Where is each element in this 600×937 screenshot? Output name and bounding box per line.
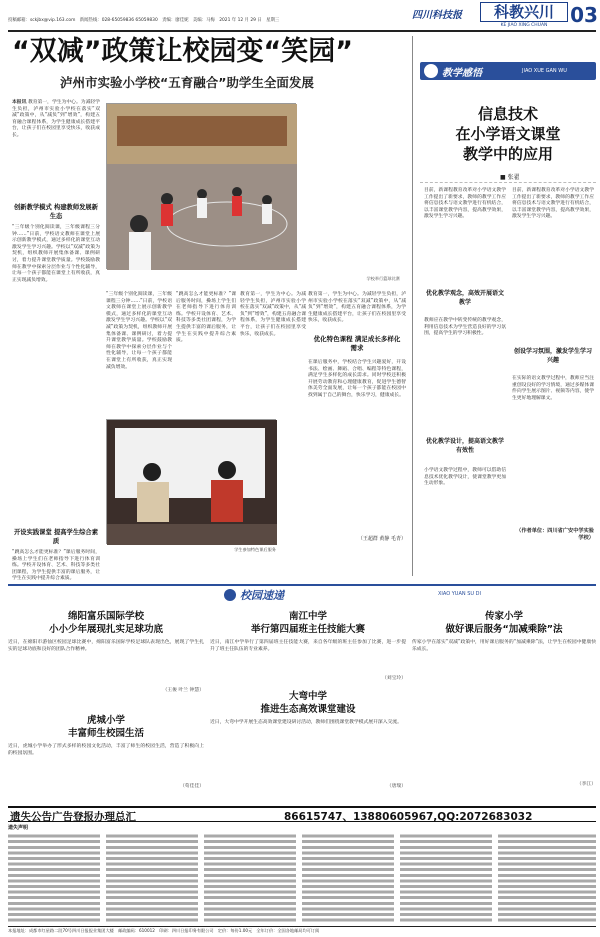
campus-story-byline: （王俊 叶兰 钟慧） [162, 688, 204, 693]
campus-story-title: 绵阳富乐国际学校 [67, 611, 144, 622]
campus-story-byline: （苟佳佳） [180, 784, 204, 789]
lead-section3-title: 优化特色课程 满足成长多样化需求 [313, 335, 401, 352]
column-title-line2: 在小学语文课堂 [455, 125, 561, 143]
lead-col4-text: 教育第一，学生为中心。为减轻学生负担，泸州市实验小学校在落实“双减”政策中，从“减负”到“增效”，构建五育融合课程体系，为学生健康成长搭建平台，让孩子们在校园里享受快乐，收获成长。 [240, 292, 306, 337]
campus-story-title: 传家小学 [484, 611, 523, 622]
lead-photo1-caption: 学校举行篮球比赛 [366, 276, 400, 281]
campus-story-1 [8, 610, 204, 705]
lead-col3-text: “跳高怎么才能更标准？”课后服务时间，操场上学生们在老师指导下进行体育训练。学校开设体育、艺术、科技等多类社团课程，为学生提供丰富的课后服务，让学生在实践中提升综合素质。 [176, 292, 236, 344]
campus-banner-icon [224, 589, 236, 601]
ad-phone: 86615747、13880605967,QQ:2072683032 [284, 811, 533, 823]
lead-section2-title: 开设实践课堂 提高学生综合素质 [13, 529, 99, 545]
lead-section3-text: 在课后服务中，学校结合学生兴趣爱好，开设书法、绘画、舞蹈、合唱、编程等特色课程，满足学生多样化的成长需求。同时学校还积极开展劳动教育和心理健康教育，促进学生德智体美劳全面发展，让每一个孩子都能在校园中找到属于自己的舞台，快乐学习，健康成长。 [308, 360, 406, 398]
campus-story-4 [210, 690, 406, 800]
classifieds-col-2 [106, 832, 198, 924]
footer-text: 本报地址：成都市红星路二段70号四川日报报业集团大楼 邮政编码：610012 印刷：四川日报印务有限公司 定价：每份1.00元 全年订价：全国各地邮局均可订阅 [8, 928, 320, 933]
campus-story-byline: （唐瑞） [386, 784, 406, 789]
lead-intro-text: 教育第一，学生为中心。为减轻学生负担，泸州市实验小学校在落实“双减”政策中，从“减负”到“增效”，构建五育融合课程体系，为学生健康成长搭建平台，让孩子们在校园里享受快乐，收获成长。 [12, 100, 100, 138]
column-author-unit: （作者单位：四川省广安中学实验学校） [516, 528, 594, 541]
campus-story-subtitle: 小小少年展现扎实足球功底 [48, 624, 163, 635]
lead-section2-text: “跳高怎么才能更标准？”课后服务时间，操场上学生们在老师指导下进行体育训练。学校开设体育、艺术、科技等多类社团课程，为学生提供丰富的课后服务，让学生在实践中提升综合素质。 [12, 550, 100, 582]
lead-intro-label: 本报讯 [12, 100, 27, 105]
ad-bar [8, 806, 596, 822]
lead-photo-students [106, 419, 276, 544]
classifieds-col-4 [302, 832, 394, 924]
campus-story-title: 虎城小学 [86, 715, 125, 726]
classifieds-col-1 [8, 832, 100, 924]
campus-story-2 [8, 714, 204, 804]
masthead-contact-bar [8, 18, 408, 26]
section-pinyin: KE JIAO XING CHUAN [500, 23, 548, 28]
campus-story-text: 近日，在绵阳市游仙区校园足球比赛中，绵阳富乐国际学校足球队表现出色，展现了学生扎实的足球功底和良好的团队合作精神。 [8, 640, 204, 652]
campus-story-text: 近日，虎城小学举办了形式多样的校园文化活动，丰富了师生的校园生活，营造了积极向上的校园氛围。 [8, 744, 204, 756]
masthead-contact-info: 投稿邮箱：sckjbx@vip.163.com 新闻热线：028-65059836 65059830 责编：廖佳妮 美编：马梅 2021 年 12 月 29 日 星期三 [8, 18, 280, 23]
column-sub1-text: 教师应在教学中转变传统的教学观念，利用信息技术为学生营造良好的学习氛围，提高学生的学习积极性。 [424, 318, 506, 337]
lead-byline: （王超群 黄静 毛青） [357, 536, 406, 542]
campus-banner-pinyin: XIAO YUAN SU DI [438, 591, 481, 597]
ad-title: 遗失公告广告登报办理总汇 [10, 811, 136, 823]
column-separator [412, 36, 413, 576]
paper-name: 四川科技报 [412, 10, 462, 21]
lead-headline: “双减”政策让校园变“笑园” [12, 36, 353, 67]
classifieds-block [8, 824, 596, 924]
column-tag-banner [420, 62, 596, 80]
campus-story-subtitle: 推进生态高效课堂建设 [260, 704, 356, 715]
section-title: 科教兴川 [480, 2, 568, 22]
lead-intro [12, 100, 100, 196]
campus-story-byline: （李江） [576, 782, 596, 787]
column-title-rule [420, 182, 596, 183]
column-intro: 目前，新课程教育改革对小学语文教学工作提出了新要求，教师的教学工作应将信息技术与语文教学进行有机结合，以丰富课堂教学内容，提高教学效果，激发学生学习兴趣。 [424, 188, 506, 220]
campus-story-3 [210, 610, 406, 690]
column-title-block [420, 104, 596, 164]
lead-photo-basketball [106, 103, 296, 269]
students-scene-illustration [107, 420, 277, 545]
lead-col5-text: 教育第一，学生为中心。为减轻学生负担，泸州市实验小学校在落实“双减”政策中，从“减负”到“增效”，构建五育融合课程体系，为学生健康成长搭建平台，让孩子们在校园里享受快乐，收获成长。 [308, 292, 406, 324]
column-title-line1: 信息技术 [477, 105, 538, 123]
campus-story-byline: （刘宝玲） [382, 676, 406, 681]
lead-photo2-caption: 学生参加特色课后服务 [234, 547, 276, 552]
campus-story-subtitle: 丰富师生校园生活 [67, 728, 144, 739]
campus-story-text: 近日，大弯中学开展生态高效课堂建设研讨活动，教师们围绕课堂教学模式展开深入交流。 [210, 720, 402, 725]
campus-story-subtitle: 做好课后服务“加减乘除”法 [445, 624, 563, 635]
campus-story-text: 传家小学在落实“双减”政策中，用好课后服务的“加减乘除”法，让学生在校园中健康快乐成长。 [412, 640, 596, 652]
basketball-scene-illustration [107, 104, 297, 270]
column-title-line3: 教学中的应用 [462, 145, 553, 163]
page-number: 03 [570, 3, 598, 27]
classifieds-col-6 [498, 832, 596, 924]
column-sub2-text: 小学语文教学过程中，教师可以借助信息技术优化教学设计，使课堂教学更加生动形象。 [424, 468, 506, 487]
masthead-rule [8, 30, 596, 32]
campus-banner [8, 584, 596, 602]
lead-col2-text: “三年级个别化阅读课，三年级课程三分钟……”日前，学校语文教师在课堂上展示创新教学模式，通过多样化的课堂互动激发学生学习兴趣。学校以“双减”政策为契机，组织教师开展集体备课、课例研讨，着力提升课堂教学质量。学校鼓励教师在教学中探索分层作业与个性化辅导，让每一个孩子都能在课堂上有所收获，真正实现减负增效。 [106, 292, 172, 370]
column-sub2: 优化教学设计，提高语文教学有效性 [425, 438, 504, 454]
classifieds-col-3 [204, 832, 296, 924]
campus-story-5 [412, 610, 596, 800]
campus-story-title: 大弯中学 [288, 691, 327, 702]
campus-story-subtitle: 举行第四届班主任技能大赛 [250, 624, 365, 635]
column-sub3-text: 在实际的语文教学过程中，教师应当注重创设良好的学习情境，通过多媒体课件向学生展示图片、视频等内容，使学生更好地理解课文。 [512, 376, 594, 401]
footer-rule [8, 926, 596, 927]
campus-story-title: 南江中学 [288, 611, 327, 622]
column-author: ■ 张翟 [500, 174, 520, 181]
lead-subheadline: 泸州市实验小学校“五育融合”助学生全面发展 [60, 75, 314, 90]
classifieds-col-5 [400, 832, 492, 924]
column-col2-text: 目前，新课程教育改革对小学语文教学工作提出了新要求，教师的教学工作应将信息技术与语文教学进行有机结合，以丰富课堂教学内容，提高教学效果，激发学生学习兴趣。 [512, 188, 594, 220]
column-tag: 教学感悟 [442, 68, 482, 79]
lead-section1-text: “三年级个别化阅读课，三年级课程三分钟……”日前，学校语文教师在课堂上展示创新教学模式，通过多样化的课堂互动激发学生学习兴趣。学校以“双减”政策为契机，组织教师开展集体备课、课例研讨，着力提升课堂教学质量。学校鼓励教师在教学中探索分层作业与个性化辅导，让每一个孩子都能在课堂上有所收获，真正实现减负增效。 [12, 225, 100, 283]
classifieds-label: 遗失声明 [8, 825, 29, 831]
campus-story-text: 近日，南江中学举行了第四届班主任技能大赛，来自各年级的班主任参加了比赛，进一步提升了班主任队伍的专业素养。 [210, 640, 406, 652]
campus-banner-title: 校园速递 [240, 589, 284, 602]
column-sub1: 优化教学观念，高效开展语文教学 [425, 290, 504, 306]
column-sub3: 创设学习氛围，激发学生学习兴趣 [513, 348, 592, 364]
lead-section1-title: 创新教学模式 构建教师发展新生态 [13, 204, 99, 220]
column-tag-icon [424, 64, 438, 78]
column-tag-pinyin: JIAO XUE GAN WU [522, 68, 567, 74]
